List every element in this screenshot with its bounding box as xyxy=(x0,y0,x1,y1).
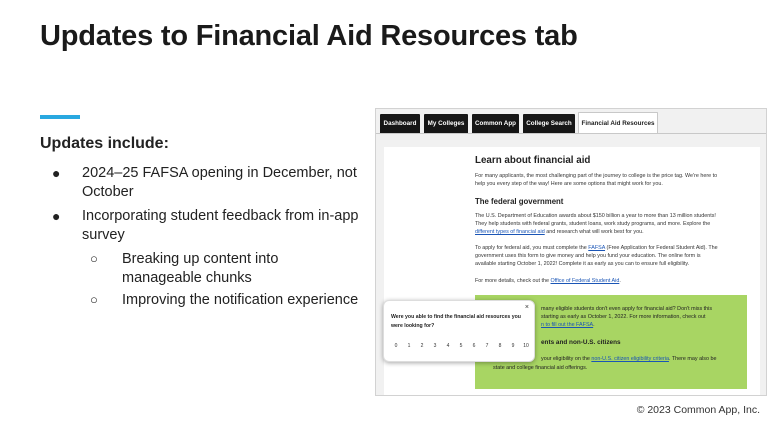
fill-fafsa-link[interactable]: n to fill out the FAFSA xyxy=(541,322,594,328)
fafsa-link[interactable]: FAFSA xyxy=(588,245,606,251)
apply-paragraph xyxy=(475,244,757,268)
federal-student-aid-link[interactable]: Office of Federal Student Aid xyxy=(550,278,620,284)
tab-dashboard[interactable]: Dashboard xyxy=(380,114,420,133)
callout-line xyxy=(541,321,595,329)
callout-text: your eligibility on the xyxy=(541,356,592,362)
callout-heading: ents and non-U.S. citizens xyxy=(541,339,621,346)
eligibility-criteria-link[interactable]: non-U.S. citizen eligibility criteria xyxy=(591,356,669,362)
federal-line-rest: and research what will work best for you. xyxy=(544,229,644,235)
apply-text: (Free Application for Federal Student Aid). The xyxy=(605,245,718,251)
rating-option-5[interactable]: 5 xyxy=(459,343,463,349)
tab-college-search[interactable]: College Search xyxy=(523,114,575,133)
federal-heading: The federal government xyxy=(475,197,564,206)
tab-my-colleges[interactable]: My Colleges xyxy=(424,114,468,133)
sub-bullet-item xyxy=(50,250,360,288)
bullet-text: Incorporating student feedback from in-app survey xyxy=(82,208,359,243)
tab-common-app[interactable]: Common App xyxy=(472,114,519,133)
sub-bullet-item xyxy=(50,291,360,310)
survey-popup xyxy=(383,300,535,362)
close-icon[interactable]: × xyxy=(524,304,529,311)
apply-text: To apply for federal aid, you must complete the xyxy=(475,245,589,251)
federal-line xyxy=(475,228,757,236)
survey-question: Were you able to find the financial aid resources you were looking for? xyxy=(391,314,521,329)
bullets-heading: Updates include: xyxy=(40,135,169,152)
rating-option-3[interactable]: 3 xyxy=(433,343,437,349)
callout-line: starting as early as October 1, 2022. For more information, check out xyxy=(541,314,706,320)
slide-title: Updates to Financial Aid Resources tab xyxy=(40,20,578,52)
financial-aid-types-link[interactable]: different types of financial aid xyxy=(475,229,545,235)
details-text: For more details, check out the xyxy=(475,278,551,284)
sub-bullet-text: Improving the notification experience xyxy=(122,292,359,308)
callout-text: . xyxy=(593,322,595,328)
bullet-dot-icon: ● xyxy=(52,165,61,181)
intro-line: help you every step of the way! Here are some options that might work for you. xyxy=(475,181,663,187)
callout-text: . There may also be xyxy=(668,356,717,362)
bullet-item xyxy=(50,164,360,202)
copyright-text: © 2023 Common App, Inc. xyxy=(636,404,760,416)
intro-paragraph xyxy=(475,172,757,188)
apply-line xyxy=(475,244,757,252)
learn-heading: Learn about financial aid xyxy=(475,155,591,166)
federal-line: They help students with federal grants, student loans, work study programs, and more. Explore the xyxy=(475,221,711,227)
bullet-list xyxy=(50,164,360,313)
federal-paragraph xyxy=(475,212,757,236)
hollow-circle-icon: ○ xyxy=(90,251,98,266)
callout-line: many eligible students don't even apply for financial aid? Don't miss this xyxy=(541,306,713,312)
details-text: . xyxy=(619,278,621,284)
rating-option-0[interactable]: 0 xyxy=(394,343,398,349)
tab-divider xyxy=(376,133,766,134)
rating-option-10[interactable]: 10 xyxy=(523,343,529,349)
details-paragraph xyxy=(475,277,757,285)
bullet-item xyxy=(50,207,360,245)
apply-line: government uses this form to give money and help you fund your education. The online form is xyxy=(475,253,701,259)
hollow-circle-icon: ○ xyxy=(90,292,98,307)
rating-option-6[interactable]: 6 xyxy=(472,343,476,349)
tab-financial-aid-resources[interactable]: Financial Aid Resources xyxy=(578,112,658,134)
intro-line: For many applicants, the most challenging part of the journey to college is the price tag. We're here to xyxy=(475,173,718,179)
sub-bullet-text: Breaking up content into manageable chunks xyxy=(122,251,279,286)
tab-bar xyxy=(376,109,766,133)
accent-bar xyxy=(40,115,80,119)
federal-line: The U.S. Department of Education awards about $150 billion a year to more than 13 million students! xyxy=(475,213,716,219)
rating-option-7[interactable]: 7 xyxy=(485,343,489,349)
rating-scale xyxy=(390,341,532,351)
rating-option-9[interactable]: 9 xyxy=(511,343,515,349)
bullet-dot-icon: ● xyxy=(52,208,61,224)
callout-line xyxy=(541,355,716,363)
rating-option-8[interactable]: 8 xyxy=(498,343,502,349)
callout-line: state and college financial aid offerings. xyxy=(493,365,588,371)
apply-line: available starting October 1, 2022! Complete it as early as you can to ensure full eligibility. xyxy=(475,261,690,267)
bullet-text: 2024–25 FAFSA opening in December, not October xyxy=(82,165,357,200)
rating-option-4[interactable]: 4 xyxy=(446,343,450,349)
rating-option-1[interactable]: 1 xyxy=(407,343,411,349)
rating-option-2[interactable]: 2 xyxy=(420,343,424,349)
